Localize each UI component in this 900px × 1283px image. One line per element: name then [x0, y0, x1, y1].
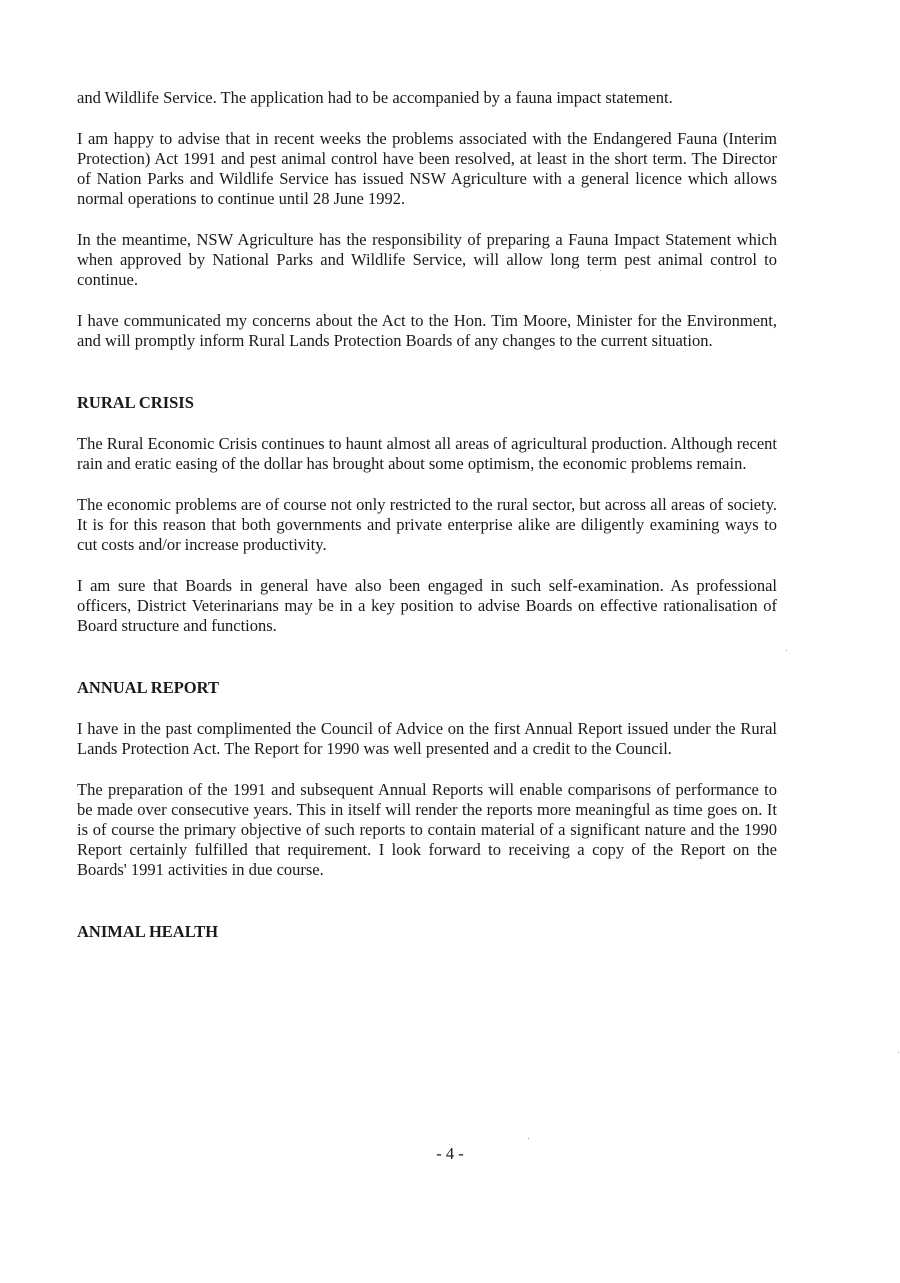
paragraph: I am sure that Boards in general have also been engaged in such self-examination. As professional officers, District Veterinarians may be in a key position to advise Boards on effective rationalisation of Board structure and functions. — [77, 576, 777, 635]
section-heading: RURAL CRISIS — [77, 393, 194, 412]
section-heading: ANIMAL HEALTH — [77, 922, 219, 941]
scan-speck — [786, 650, 787, 651]
section-spacer — [77, 901, 777, 922]
page-number: - 4 - — [436, 1144, 464, 1163]
paragraph: I am happy to advise that in recent weeks the problems associated with the Endangered Fauna (Interim Protection) Act 1991 and pest animal control have been resolved, at least in the short term. The Director of Nation Parks and Wildlife Service has issued NSW Agriculture with a general licence which allows normal operations to continue until 28 June 1992. — [77, 129, 777, 208]
scan-speck — [898, 1052, 899, 1053]
section-spacer — [77, 372, 777, 393]
paragraph: The Rural Economic Crisis continues to haunt almost all areas of agricultural production. Although recent rain and eratic easing of the dollar has brought about some optimism, the economic problems remain. — [77, 434, 777, 473]
paragraph: I have communicated my concerns about the Act to the Hon. Tim Moore, Minister for the Environment, and will promptly inform Rural Lands Protection Boards of any changes to the current situation. — [77, 311, 777, 350]
paragraph: and Wildlife Service. The application had to be accompanied by a fauna impact statement. — [77, 88, 673, 107]
scan-speck — [600, 270, 601, 271]
paragraph: In the meantime, NSW Agriculture has the responsibility of preparing a Fauna Impact Statement which when approved by National Parks and Wildlife Service, will allow long term pest animal control to continue. — [77, 230, 777, 289]
paragraph: I have in the past complimented the Council of Advice on the first Annual Report issued under the Rural Lands Protection Act. The Report for 1990 was well presented and a credit to the Council. — [77, 719, 777, 758]
section-spacer — [77, 657, 777, 678]
scan-speck — [528, 1138, 529, 1139]
paragraph: The preparation of the 1991 and subsequent Annual Reports will enable comparisons of performance to be made over consecutive years. This in itself will render the reports more meaningful as time goes on. It is of course the primary objective of such reports to contain material of a significant nature and the 1990 Report certainly fulfilled that requirement. I look forward to receiving a copy of the Report on the Boards' 1991 activities in due course. — [77, 780, 777, 879]
document-page — [77, 88, 777, 963]
paragraph: The economic problems are of course not only restricted to the rural sector, but across all areas of society. It is for this reason that both governments and private enterprise alike are diligently examining ways to cut costs and/or increase productivity. — [77, 495, 777, 554]
section-heading: ANNUAL REPORT — [77, 678, 219, 697]
